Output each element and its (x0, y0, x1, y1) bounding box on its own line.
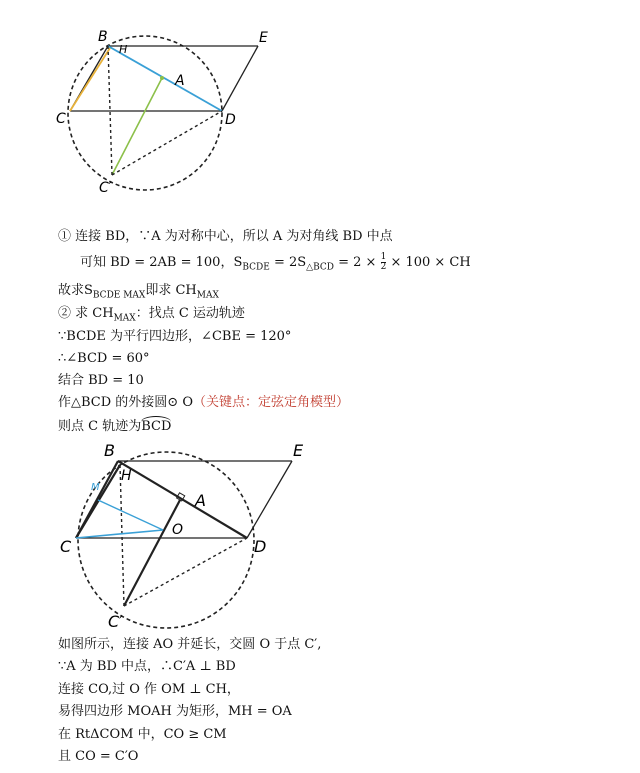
text-line-13: 易得四边形 MOAH 为矩形，MH = OA (58, 704, 292, 719)
arc-bcd: BCD (141, 416, 171, 436)
label2-H: H (121, 468, 132, 484)
text-line-15: 且 CO = C′O (58, 749, 139, 764)
key-point-note: （关键点：定弦定角模型） (192, 395, 349, 410)
text-line-2: 可知 BD = 2AB = 100，$S_{BCDE} = 2S_{\triangle BCD} = 2$ × $\frac{1}{2}$ × 100 × CH (80, 252, 471, 273)
label-C-prime: C′ (99, 180, 112, 196)
line2-OM (98, 500, 163, 530)
text-line-11: ∵A 为 BD 中点，∴C′A ⊥ BD (58, 659, 236, 674)
label-H: H (119, 43, 128, 56)
fraction-half: $\frac{1}{2}$ (380, 252, 387, 272)
label-A: A (175, 73, 185, 89)
label2-E: E (293, 441, 304, 460)
text-line-3: 故求$S_{BCDE MAX}$即求 $CH_{MAX}$ (58, 283, 219, 301)
text-line-12: 连接 CO,过 O 作 OM ⊥ CH， (58, 682, 240, 697)
text-line-4: ② 求 $CH_{MAX}$：找点 C 运动轨迹 (58, 306, 245, 324)
label-D: D (225, 112, 236, 128)
label2-C-prime: C′ (108, 612, 123, 631)
text-line-14: 在 RtΔCOM 中，CO ≥ CM (58, 727, 227, 742)
label-C: C (56, 111, 66, 127)
line2-ED (247, 461, 292, 538)
label2-D: D (254, 537, 267, 556)
text-line-9: 则点 C 轨迹为BCD (58, 416, 171, 436)
text-line-5: ∵BCDE 为平行四边形，∠CBE = 120° (58, 329, 292, 344)
text-line-8: 作△BCD 的外接圆⊙ O（关键点：定弦定角模型） (58, 395, 349, 410)
label2-O: O (172, 522, 184, 538)
label2-B: B (104, 441, 115, 460)
text-line-1: ① 连接 BD，∵A 为对称中心，所以 A 为对角线 BD 中点 (58, 229, 393, 244)
text-line-10: 如图所示，连接 AO 并延长，交圆 O 于点 C′, (58, 637, 322, 652)
label2-A: A (195, 491, 206, 510)
circumcircle-2 (78, 452, 254, 628)
label-B: B (98, 29, 108, 45)
label2-C: C (60, 537, 72, 556)
text-line-7: 结合 BD = 10 (58, 373, 144, 388)
label2-M: M (91, 482, 100, 493)
line2-HC-prime (120, 465, 124, 606)
line2-CO (76, 530, 163, 538)
text-line-6: ∴∠BCD = 60° (58, 351, 150, 366)
line2-CH (76, 465, 120, 538)
label-E: E (259, 30, 268, 46)
